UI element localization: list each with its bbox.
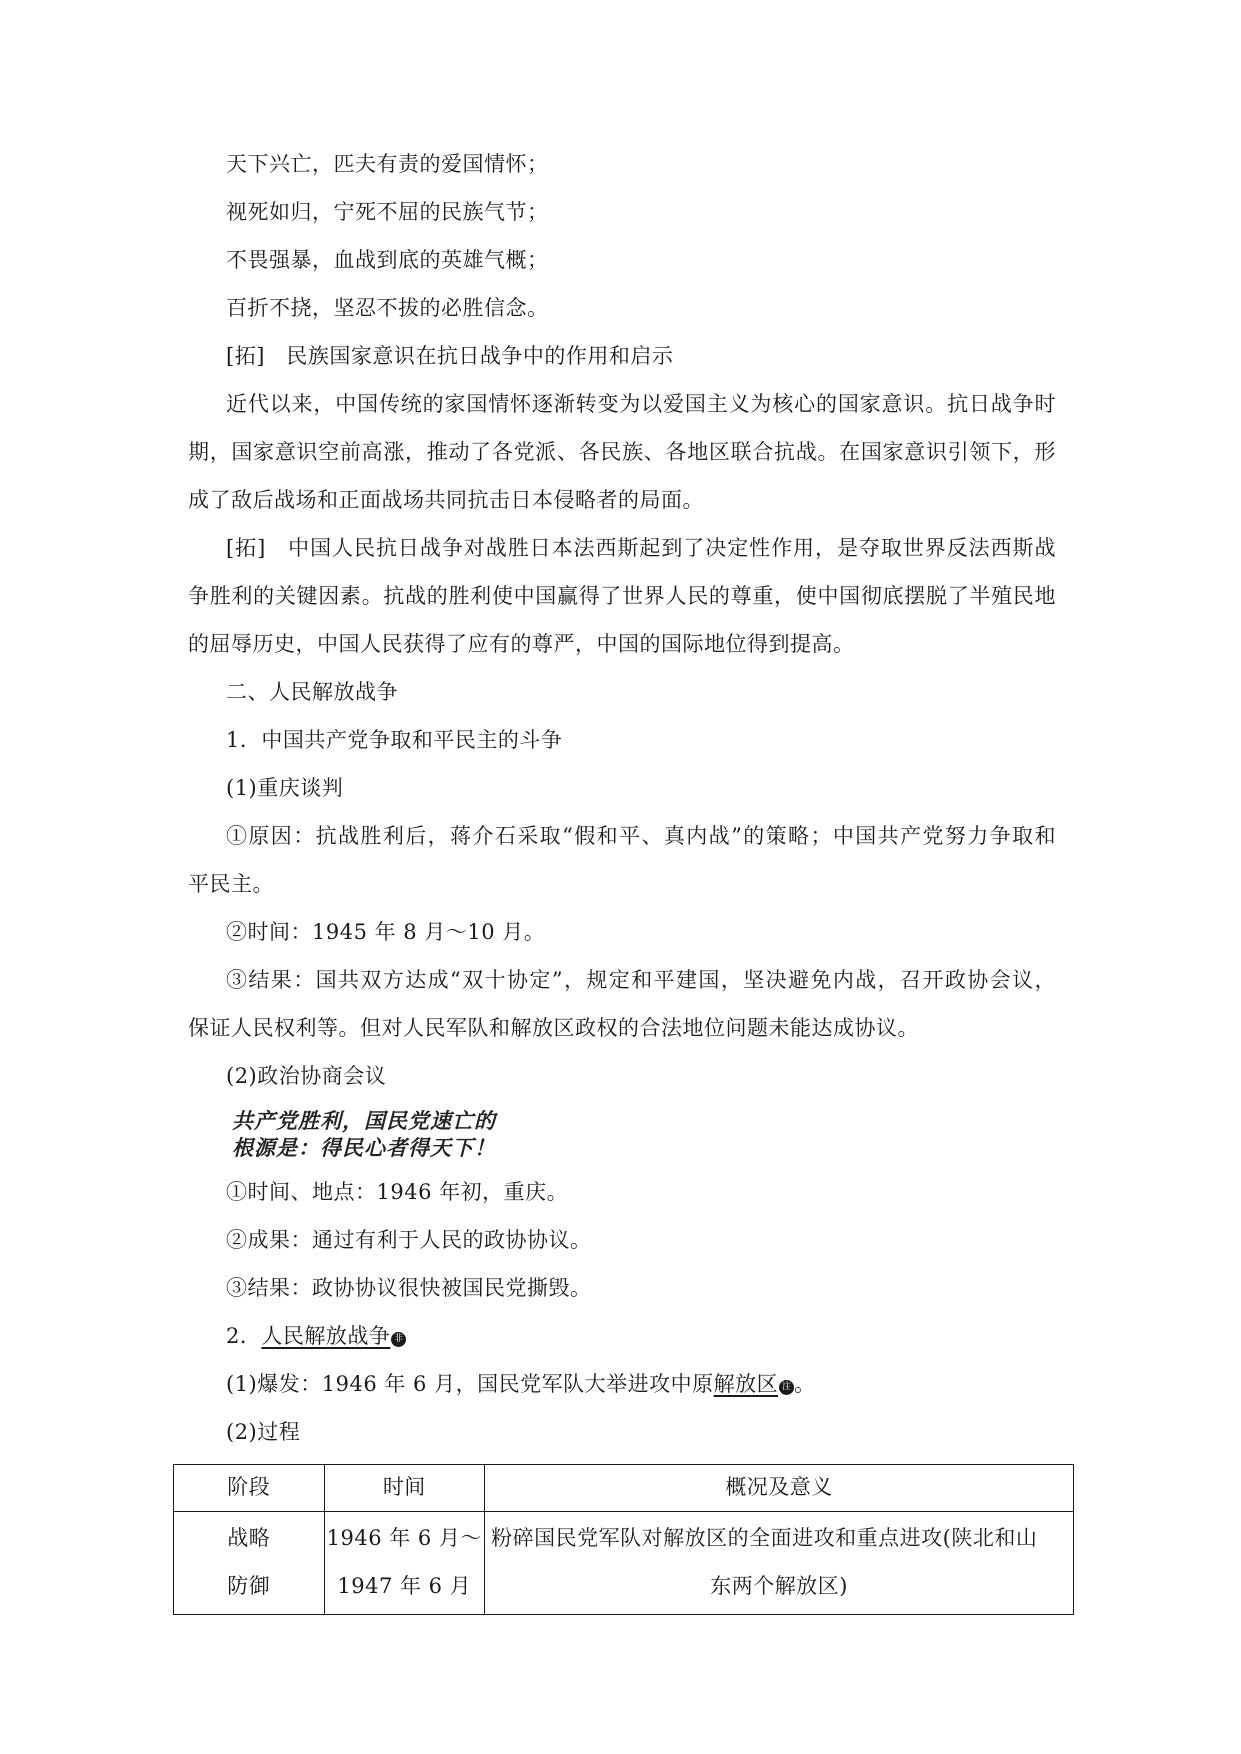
liberated-area-term[interactable]: 解放区 (713, 1372, 779, 1396)
table-header-cell: 时间 (324, 1465, 485, 1512)
patriotism-line-4: 百折不挠，坚忍不拔的必胜信念。 (226, 296, 549, 320)
time-text: 1946 年 6 月～ (326, 1526, 482, 1550)
reason-line: ①原因：抗战胜利后，蒋介石采取“假和平、真内战”的策略；中国共产党努力争取和 (226, 824, 1056, 848)
extension-paragraph-line: 争胜利的关键因素。抗战的胜利使中国赢得了世界人民的尊重，使中国彻底摆脱了半殖民地 (188, 584, 1056, 608)
outbreak-text: (1)爆发：1946 年 6 月，国民党军队大举进攻中原 (226, 1372, 714, 1396)
patriotism-line-2: 视死如归，宁死不屈的民族气节； (226, 200, 549, 224)
subsection-heading: 1．中国共产党争取和平民主的斗争 (226, 728, 563, 752)
note-badge-icon: 非 (391, 1332, 406, 1347)
subsection-heading (226, 1321, 406, 1351)
outbreak-line (226, 1369, 816, 1399)
process-heading: (2)过程 (226, 1420, 301, 1444)
table-header-row (174, 1465, 1074, 1512)
stage-text: 战略 (227, 1526, 271, 1550)
table-header-cell: 概况及意义 (485, 1465, 1074, 1512)
result-line: 保证人民权利等。但对人民军队和解放区政权的合法地位问题未能达成协议。 (188, 1016, 919, 1040)
patriotism-line-3: 不畏强暴，血战到底的英雄气概； (226, 248, 549, 272)
war-stages-table (173, 1464, 1074, 1615)
result-line: ③结果：国共双方达成“双十协定”，规定和平建国，坚决避免内战，召开政协会议， (226, 968, 1056, 992)
outbreak-period: 。 (794, 1372, 816, 1396)
liberation-war-term[interactable]: 人民解放战争 (261, 1324, 391, 1348)
time-text: 1947 年 6 月 (337, 1574, 472, 1598)
extension-paragraph-line: [拓] 中国人民抗日战争对战胜日本法西斯起到了决定性作用，是夺取世界反法西斯战 (226, 536, 1056, 560)
stage-cell (174, 1512, 325, 1615)
section-heading: 二、人民解放战争 (226, 680, 398, 704)
pcc-achievement-line: ②成果：通过有利于人民的政协协议。 (226, 1228, 592, 1252)
subsection-heading: (2)政治协商会议 (226, 1064, 387, 1088)
table-header-cell: 阶段 (174, 1465, 325, 1512)
table-row (174, 1512, 1074, 1615)
patriotism-line-1: 天下兴亡，匹夫有责的爱国情怀； (226, 152, 549, 176)
note-badge-icon: 注 (779, 1380, 794, 1395)
description-text: 东两个解放区) (710, 1574, 848, 1598)
stage-text: 防御 (227, 1574, 271, 1598)
time-cell (324, 1512, 485, 1615)
pcc-time-line: ①时间、地点：1946 年初，重庆。 (226, 1180, 569, 1204)
handwritten-note-line: 根源是：得民心者得天下！ (232, 1136, 496, 1160)
description-text: 粉碎国民党军队对解放区的全面进攻和重点进攻(陕北和山 (491, 1526, 1038, 1550)
description-cell (485, 1512, 1074, 1615)
pcc-result-line: ③结果：政协协议很快被国民党撕毁。 (226, 1276, 592, 1300)
extension-paragraph-line: 近代以来，中国传统的家国情怀逐渐转变为以爱国主义为核心的国家意识。抗日战争时 (226, 392, 1056, 416)
extension-paragraph-line: 成了敌后战场和正面战场共同抗击日本侵略者的局面。 (188, 488, 704, 512)
extension-heading: [拓] 民族国家意识在抗日战争中的作用和启示 (226, 344, 674, 368)
reason-line: 平民主。 (188, 872, 274, 896)
extension-paragraph-line: 期，国家意识空前高涨，推动了各党派、各民族、各地区联合抗战。在国家意识引领下，形 (188, 440, 1056, 464)
subsection-heading: (1)重庆谈判 (226, 776, 344, 800)
time-line: ②时间：1945 年 8 月～10 月。 (226, 920, 546, 944)
extension-paragraph-line: 的屈辱历史，中国人民获得了应有的尊严，中国的国际地位得到提高。 (188, 632, 855, 656)
subsection-number: 2． (226, 1324, 262, 1348)
handwritten-note-line: 共产党胜利，国民党速亡的 (232, 1109, 496, 1133)
